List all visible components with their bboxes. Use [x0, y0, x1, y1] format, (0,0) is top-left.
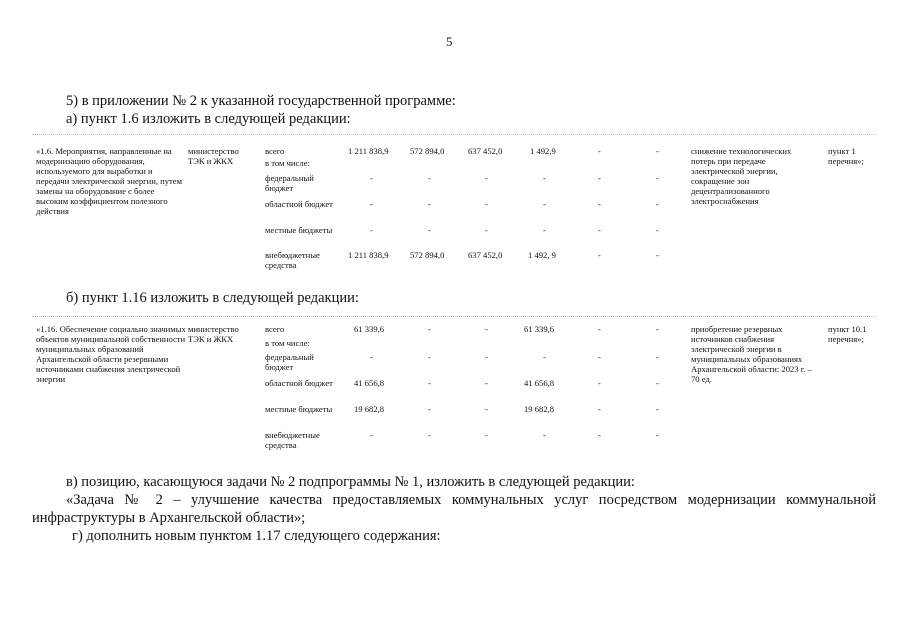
paragraph-b: б) пункт 1.16 изложить в следующей редакции:	[66, 290, 359, 306]
table-1-source-federal: федеральный бюджет	[265, 173, 314, 193]
table-1-top-border	[32, 134, 876, 135]
table-1-cell: 572 894,0	[410, 146, 445, 156]
paragraph-v: в) позицию, касающуюся задачи № 2 подпрограммы № 1, изложить в следующей редакции:	[66, 474, 635, 490]
table-2-reference: пункт 10.1 перечня»;	[828, 324, 867, 344]
table-2-cell: -	[428, 324, 431, 334]
table-2-cell: -	[598, 430, 601, 440]
task-2-text-line-1: «Задача № 2 – улучшение качества предоставляемых коммунальных услуг посредством модернизации коммунальной	[66, 492, 876, 508]
table-2-cell: -	[656, 378, 659, 388]
table-2-cell: -	[656, 352, 659, 362]
table-2-cell: -	[485, 404, 488, 414]
table-1-cell: -	[370, 225, 373, 235]
table-2-cell: 61 339,6	[354, 324, 385, 334]
table-1-cell: 637 452,0	[468, 146, 503, 156]
table-2-cell: -	[598, 404, 601, 414]
table-1-cell: -	[598, 173, 601, 183]
table-2-source-extrabudget: внебюджетные средства	[265, 430, 320, 450]
table-1-cell: -	[598, 225, 601, 235]
table-1-cell: -	[485, 173, 488, 183]
table-2-cell: -	[485, 430, 488, 440]
table-2-item-name: «1.16. Обеспечение социально значимых объектов муниципальной собственности муниципальных образований Архангельской области резервными источниками снабжения электрической энергии	[36, 324, 186, 384]
table-1-expected-result: снижение технологических потерь при передаче электрической энергии, сокращение зон децентрализованного электроснабжения	[691, 146, 792, 206]
page-number: 5	[446, 34, 453, 49]
table-2-cell: 41 656,8	[354, 378, 385, 388]
table-2-cell: -	[543, 430, 546, 440]
table-2-cell: -	[656, 430, 659, 440]
table-2-cell: -	[656, 404, 659, 414]
table-2-cell: -	[485, 378, 488, 388]
table-2-expected-result: приобретение резервных источников снабжения электрической энергии в муниципальных образованиях Архангельской области: 2023 г. – 70 ед.	[691, 324, 812, 384]
table-1-cell: 637 452,0	[468, 250, 503, 260]
table-1-cell: -	[543, 199, 546, 209]
table-1-cell: -	[485, 225, 488, 235]
table-1-cell: -	[428, 199, 431, 209]
table-2-cell: -	[428, 378, 431, 388]
table-2-cell: -	[543, 352, 546, 362]
table-2-source-including: в том числе:	[265, 338, 310, 348]
table-1-cell: -	[656, 146, 659, 156]
table-1-source-including: в том числе:	[265, 158, 310, 168]
table-2-cell: -	[598, 378, 601, 388]
table-1-cell: -	[485, 199, 488, 209]
table-2-cell: -	[598, 324, 601, 334]
table-2-cell: -	[370, 352, 373, 362]
table-2-cell: -	[428, 430, 431, 440]
table-1-cell: -	[543, 225, 546, 235]
table-2-cell: 61 339,6	[524, 324, 555, 334]
table-2-cell: 19 682,8	[354, 404, 385, 414]
table-2-source-total: всего	[265, 324, 285, 334]
table-1-source-extrabudget: внебюджетные средства	[265, 250, 320, 270]
table-2-executor: министерство ТЭК и ЖКХ	[188, 324, 239, 344]
task-2-text-line-2: инфраструктуры в Архангельской области»;	[32, 510, 306, 526]
table-1-source-regional: областной бюджет	[265, 199, 333, 209]
table-1-cell: -	[428, 225, 431, 235]
table-2-cell: -	[656, 324, 659, 334]
table-1-cell: 1 211 838,9	[348, 250, 389, 260]
table-1-source-total: всего	[265, 146, 285, 156]
table-1-cell: -	[428, 173, 431, 183]
table-1-cell: -	[543, 173, 546, 183]
table-1-cell: 572 894,0	[410, 250, 445, 260]
table-2-source-federal: федеральный бюджет	[265, 352, 314, 372]
table-1-item-name: «1.6. Мероприятия, направленные на модернизацию оборудования, используемого для выработки и передачи электрической энергии, путем замены на оборудование с более высоким коэффициентом полезного действия	[36, 146, 183, 216]
table-1-cell: -	[598, 146, 601, 156]
table-2-cell: -	[485, 352, 488, 362]
table-1-cell: -	[598, 250, 601, 260]
table-2-cell: -	[485, 324, 488, 334]
paragraph-5: 5) в приложении № 2 к указанной государственной программе:	[66, 93, 456, 109]
table-1-cell: -	[656, 199, 659, 209]
table-1-cell: 1 211 838,9	[348, 146, 389, 156]
table-1-cell: -	[656, 225, 659, 235]
table-1-executor: министерство ТЭК и ЖКХ	[188, 146, 239, 166]
table-2-top-border	[32, 316, 876, 317]
table-2-cell: 41 656,8	[524, 378, 555, 388]
table-2-cell: -	[428, 404, 431, 414]
table-2-cell: -	[370, 430, 373, 440]
table-1-cell: -	[598, 199, 601, 209]
table-1-cell: 1 492, 9	[528, 250, 556, 260]
paragraph-g: г) дополнить новым пунктом 1.17 следующего содержания:	[72, 528, 441, 544]
table-2-cell: -	[598, 352, 601, 362]
table-1-cell: -	[656, 173, 659, 183]
table-2-source-local: местные бюджеты	[265, 404, 333, 414]
table-2-source-regional: областной бюджет	[265, 378, 333, 388]
table-1-reference: пункт 1 перечня»;	[828, 146, 864, 166]
table-2-cell: 19 682,8	[524, 404, 555, 414]
table-2-cell: -	[428, 352, 431, 362]
table-1-cell: -	[370, 173, 373, 183]
table-1-source-local: местные бюджеты	[265, 225, 333, 235]
table-1-cell: 1 492,9	[530, 146, 556, 156]
table-1-cell: -	[656, 250, 659, 260]
paragraph-a: а) пункт 1.6 изложить в следующей редакции:	[66, 111, 351, 127]
table-1-cell: -	[370, 199, 373, 209]
